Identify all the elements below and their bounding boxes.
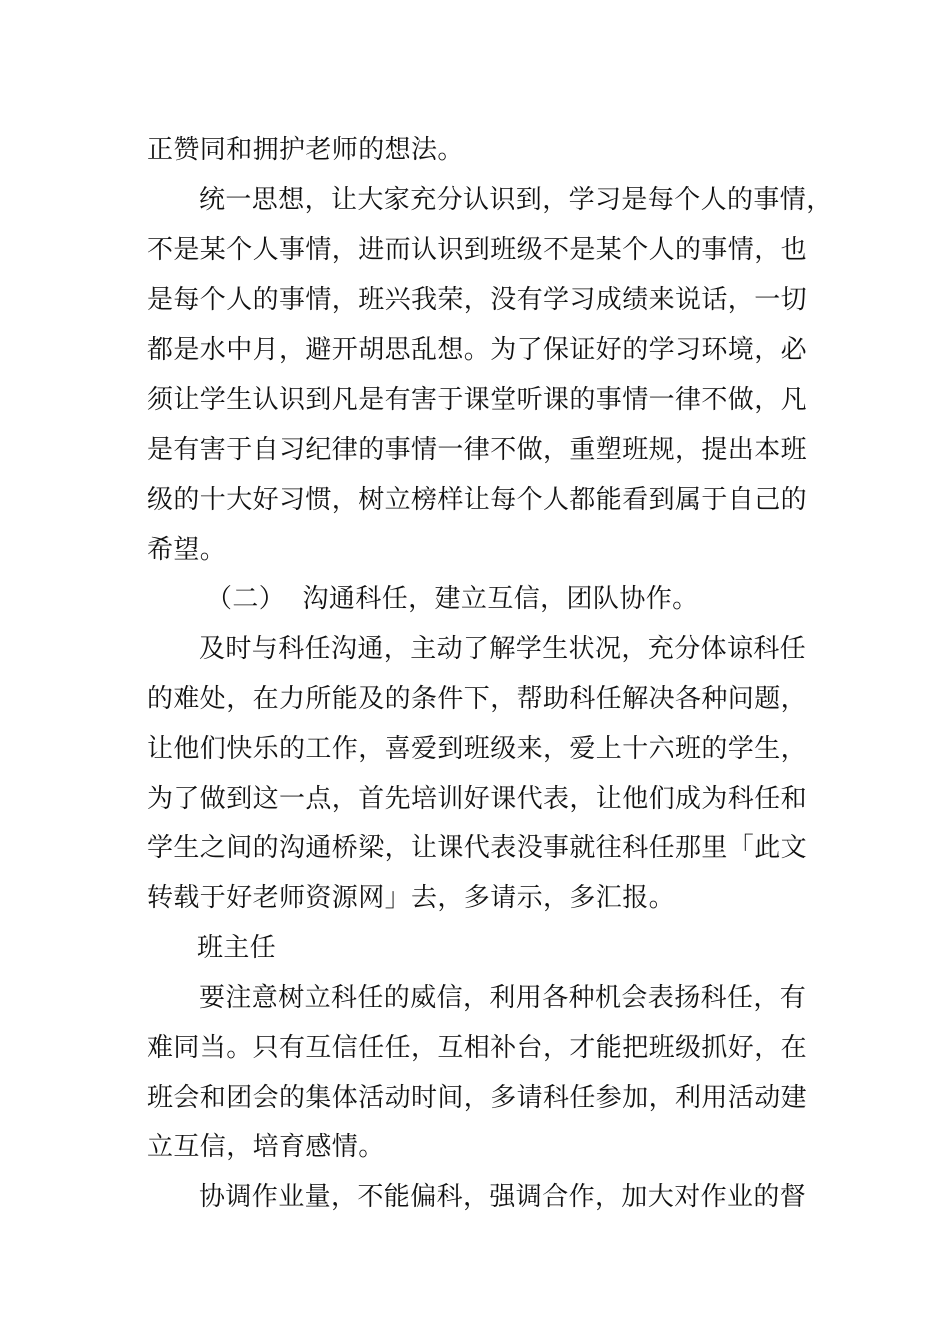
text-line: 的难处，在力所能及的条件下，帮助科任解决各种问题，: [147, 684, 808, 714]
section-heading: （二） 沟通科任，建立互信，团队协作。: [206, 584, 699, 614]
text-line: 及时与科任沟通，主动了解学生状况，充分体谅科任: [199, 634, 807, 664]
text-line: 班会和团会的集体活动时间，多请科任参加，利用活动建: [147, 1083, 808, 1113]
text-line: 协调作业量，不能偏科，强调合作，加大对作业的督: [199, 1182, 807, 1212]
text-line: 是每个人的事情，班兴我荣，没有学习成绩来说话，一切: [147, 285, 808, 315]
text-line: 都是水中月，避开胡思乱想。为了保证好的学习环境，必: [147, 335, 808, 365]
text-line: 不是某个人事情，进而认识到班级不是某个人的事情，也: [147, 235, 808, 265]
text-line: 级的十大好习惯，树立榜样让每个人都能看到属于自己的: [147, 485, 808, 515]
text-line: 让他们快乐的工作，喜爱到班级来，爱上十六班的学生，: [147, 734, 808, 764]
text-line: 为了做到这一点，首先培训好课代表，让他们成为科任和: [147, 784, 808, 814]
text-line: 须让学生认识到凡是有害于课堂听课的事情一律不做，凡: [147, 385, 808, 415]
text-line: 班主任: [197, 933, 277, 963]
text-line: 要注意树立科任的威信，利用各种机会表扬科任，有: [199, 983, 807, 1013]
text-line: 正赞同和拥护老师的想法。: [147, 135, 464, 165]
text-line: 统一思想，让大家充分认识到，学习是每个人的事情，: [199, 185, 833, 215]
text-line: 转载于好老师资源网」去，多请示，多汇报。: [147, 883, 676, 913]
text-line: 希望。: [147, 535, 227, 565]
text-line: 立互信，培育感情。: [147, 1132, 385, 1162]
text-line: 学生之间的沟通桥梁，让课代表没事就往科任那里「此文: [147, 833, 808, 863]
text-line: 是有害于自习纪律的事情一律不做，重塑班规，提出本班: [147, 435, 808, 465]
text-line: 难同当。只有互信任任，互相补台，才能把班级抓好，在: [147, 1033, 808, 1063]
